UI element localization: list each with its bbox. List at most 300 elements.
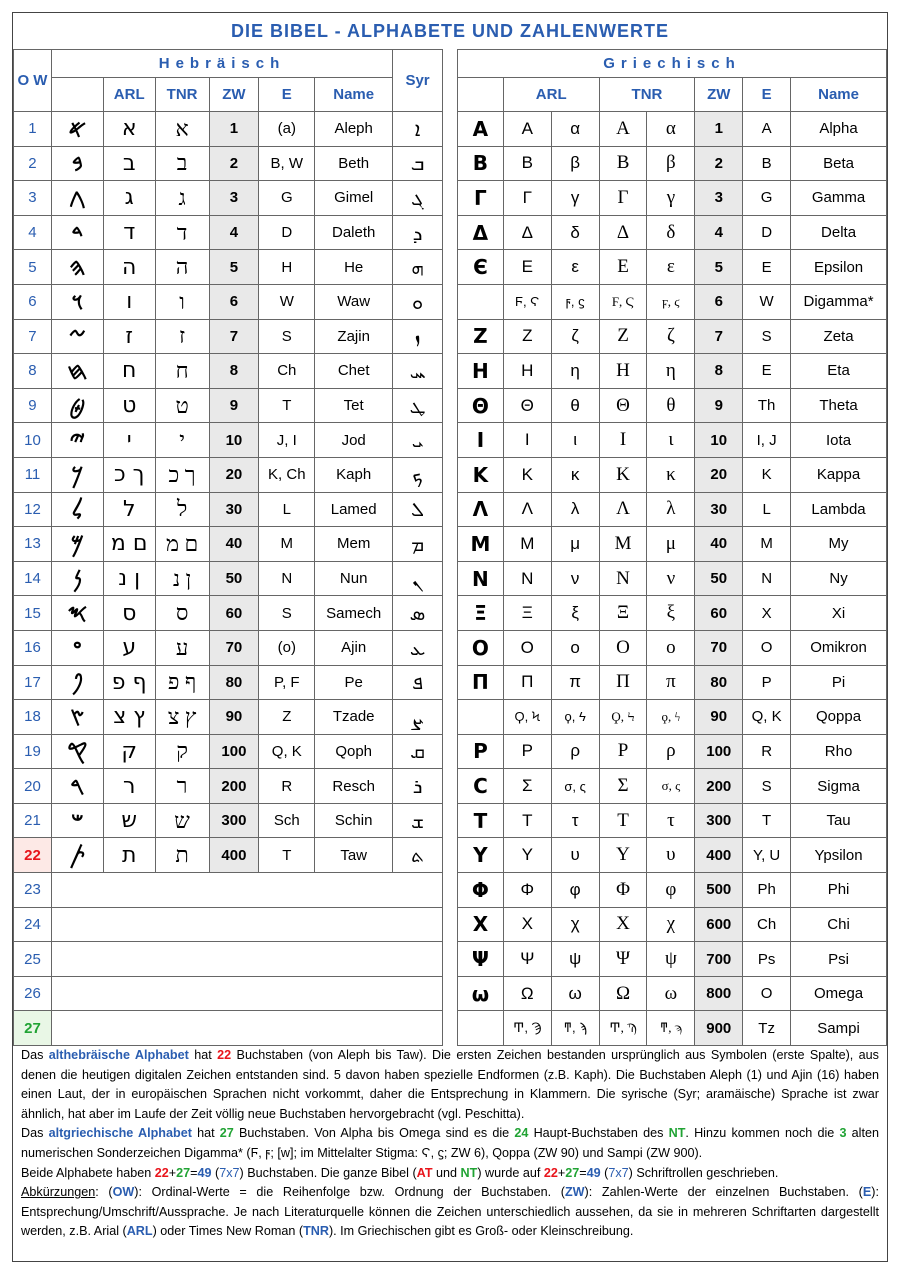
greek-row [458,250,887,285]
ancient-hebrew-glyph: 𐤇 [51,354,103,389]
greek-arial-lower: δ [551,215,599,250]
empty-row-cell [51,907,442,942]
letter-name: Taw [315,838,393,873]
ancient-hebrew-glyph: 𐤑 [51,700,103,735]
letter-name: Alpha [791,112,887,147]
numeric-value: 800 [695,976,743,1011]
numeric-value: 60 [695,596,743,631]
transliteration: H [259,250,315,285]
ancient-greek-glyph: Ξ [458,596,504,631]
letter-name: Gamma [791,181,887,216]
empty-row-cell [51,873,442,908]
transliteration: Tz [743,1011,791,1046]
greek-tnr-lower: γ [647,181,695,216]
letter-name: Qoph [315,734,393,769]
greek-tnr-upper: Η [599,354,647,389]
header-ow [14,50,52,112]
ordinal-value: 21 [14,803,52,838]
greek-arial-upper: Λ [503,492,551,527]
ancient-greek-glyph: Β [458,146,504,181]
ordinal-value: 27 [14,1011,52,1046]
transliteration: Ph [743,873,791,908]
syriac-glyph: ܟ [393,457,443,492]
greek-arial-upper: Η [503,354,551,389]
hebrew-row [14,700,443,735]
numeric-value: 4 [695,215,743,250]
ordinal-value: 6 [14,284,52,319]
greek-tnr-upper: Ε [599,250,647,285]
hebrew-arial-glyph: ר [103,769,155,804]
transliteration: B [743,146,791,181]
empty-row-cell [51,942,442,977]
greek-tnr-lower: χ [647,907,695,942]
letter-name: Xi [791,596,887,631]
greek-row [458,769,887,804]
numeric-value: 70 [695,630,743,665]
syriac-glyph: ܢ [393,561,443,596]
ancient-greek-glyph [458,700,504,735]
hebrew-arial-glyph: ח [103,354,155,389]
hebrew-row [14,630,443,665]
transliteration: (a) [259,112,315,147]
letter-name: Daleth [315,215,393,250]
greek-arial-lower: σ, ς [551,769,599,804]
numeric-value: 90 [209,700,259,735]
hebrew-arial-glyph: ק [103,734,155,769]
syriac-glyph: ܬ [393,838,443,873]
hebrew-tnr-glyph: ת [155,838,209,873]
numeric-value: 8 [209,354,259,389]
greek-tnr-lower: η [647,354,695,389]
numeric-value: 5 [209,250,259,285]
greek-arial-lower: ν [551,561,599,596]
greek-arial-lower: ο [551,630,599,665]
syriac-glyph: ܥ [393,630,443,665]
page-title: DIE BIBEL - ALPHABETE UND ZAHLENWERTE [13,13,887,50]
hebrew-arial-glyph: ב [103,146,155,181]
numeric-value: 2 [695,146,743,181]
syriac-glyph: ܙ [393,319,443,354]
letter-name: Ny [791,561,887,596]
transliteration: G [743,181,791,216]
transliteration: Z [259,700,315,735]
transliteration: Y, U [743,838,791,873]
greek-tnr-lower: ι [647,423,695,458]
syriac-glyph: ܝ [393,423,443,458]
greek-tnr-upper: Υ [599,838,647,873]
greek-arial-upper: Ι [503,423,551,458]
numeric-value: 4 [209,215,259,250]
greek-row [458,354,887,389]
syriac-glyph: ܡ [393,527,443,562]
greek-tnr-upper: Δ [599,215,647,250]
ordinal-value: 14 [14,561,52,596]
greek-arial-upper: Β [503,146,551,181]
greek-row [458,630,887,665]
transliteration: E [743,354,791,389]
numeric-value: 600 [695,907,743,942]
ordinal-value: 3 [14,181,52,216]
greek-tnr-lower: ϝ, ϛ [647,284,695,319]
letter-name: Gimel [315,181,393,216]
greek-arial-upper: Ϝ, Ϛ [503,284,551,319]
greek-row [458,907,887,942]
ordinal-value: 20 [14,769,52,804]
hebrew-tnr-glyph: ס [155,596,209,631]
greek-arial-lower: ζ [551,319,599,354]
transliteration: O [743,976,791,1011]
header-greek-tnr: TNR [599,78,695,112]
greek-row [458,319,887,354]
greek-table [457,49,887,1046]
greek-arial-lower: η [551,354,599,389]
ordinal-value: 23 [14,873,52,908]
transliteration: Sch [259,803,315,838]
transliteration: T [259,838,315,873]
greek-arial-lower: ψ [551,942,599,977]
greek-arial-lower: μ [551,527,599,562]
hebrew-row [14,838,443,873]
hebrew-arial-glyph: ע [103,630,155,665]
numeric-value: 30 [209,492,259,527]
greek-row [458,388,887,423]
greek-arial-lower: κ [551,457,599,492]
syriac-glyph: ܣ [393,596,443,631]
letter-name: Sampi [791,1011,887,1046]
hebrew-tnr-glyph: ר [155,769,209,804]
transliteration: S [743,769,791,804]
numeric-value: 400 [695,838,743,873]
hebrew-row [14,527,443,562]
letter-name: Chi [791,907,887,942]
ordinal-value: 13 [14,527,52,562]
greek-arial-lower: φ [551,873,599,908]
ancient-hebrew-glyph: 𐤄 [51,250,103,285]
transliteration: X [743,596,791,631]
letter-name: Omikron [791,630,887,665]
greek-arial-lower: ι [551,423,599,458]
hebrew-row [14,354,443,389]
hebrew-arial-glyph: ז [103,319,155,354]
hebrew-row [14,942,443,977]
hebrew-tnr-glyph: ד [155,215,209,250]
greek-tnr-lower: ε [647,250,695,285]
header-greek: Griechisch [458,50,887,78]
numeric-value: 100 [695,734,743,769]
greek-row [458,423,887,458]
hebrew-row [14,284,443,319]
hebrew-row [14,319,443,354]
letter-name: Epsilon [791,250,887,285]
greek-tnr-upper: Ψ [599,942,647,977]
letter-name: Psi [791,942,887,977]
greek-tnr-lower: β [647,146,695,181]
note-both: Beide Alphabete haben 22+27=49 (7x7) Buchstaben. Die ganze Bibel (AT und NT) wurde auf 22+27=49 (7x7) Schriftrollen geschrieben. [21,1165,779,1180]
ancient-greek-glyph: Η [458,354,504,389]
hebrew-row [14,907,443,942]
syriac-glyph: ܛ [393,388,443,423]
hebrew-tnr-glyph: ק [155,734,209,769]
greek-tnr-upper: Β [599,146,647,181]
header-arl: ARL [103,78,155,112]
greek-arial-lower: ϙ, ϟ [551,700,599,735]
hebrew-row [14,388,443,423]
transliteration: L [743,492,791,527]
greek-tnr-lower: ρ [647,734,695,769]
greek-arial-upper: Μ [503,527,551,562]
syriac-glyph: ܕ [393,215,443,250]
greek-tnr-lower: φ [647,873,695,908]
syriac-glyph: ܐ [393,112,443,147]
greek-arial-upper: Ρ [503,734,551,769]
ancient-greek-glyph: Ι [458,423,504,458]
syriac-glyph: ܚ [393,354,443,389]
greek-arial-lower: β [551,146,599,181]
ancient-hebrew-glyph: 𐤉 [51,423,103,458]
greek-row [458,561,887,596]
transliteration: P, F [259,665,315,700]
header-e: E [259,78,315,112]
greek-tnr-lower: ψ [647,942,695,977]
hebrew-arial-glyph: ט [103,388,155,423]
greek-tnr-upper: Ω [599,976,647,1011]
greek-arial-upper: Ν [503,561,551,596]
ancient-greek-glyph: Χ [458,907,504,942]
greek-arial-lower: ω [551,976,599,1011]
transliteration: Ch [743,907,791,942]
ancient-hebrew-glyph: 𐤌 [51,527,103,562]
ancient-greek-glyph: Φ [458,873,504,908]
greek-tnr-upper: Τ [599,803,647,838]
greek-tnr-lower: ζ [647,319,695,354]
ordinal-value: 4 [14,215,52,250]
transliteration: G [259,181,315,216]
greek-row [458,942,887,977]
letter-name: He [315,250,393,285]
ordinal-value: 5 [14,250,52,285]
letter-name: My [791,527,887,562]
letter-name: Theta [791,388,887,423]
numeric-value: 900 [695,1011,743,1046]
transliteration: Ch [259,354,315,389]
letter-name: Kappa [791,457,887,492]
greek-tnr-upper: Θ [599,388,647,423]
ancient-hebrew-glyph: 𐤍 [51,561,103,596]
greek-row [458,146,887,181]
greek-tnr-lower: ͳ, ϡ [647,1011,695,1046]
syriac-glyph: ܫ [393,803,443,838]
hebrew-row [14,215,443,250]
letter-name: Zajin [315,319,393,354]
ordinal-value: 18 [14,700,52,735]
numeric-value: 100 [209,734,259,769]
ordinal-value: 2 [14,146,52,181]
ordinal-value: 19 [14,734,52,769]
greek-tnr-lower: ϙ, ϟ [647,700,695,735]
transliteration: K [743,457,791,492]
greek-arial-upper: Ο [503,630,551,665]
greek-row [458,665,887,700]
ordinal-value: 8 [14,354,52,389]
greek-row [458,838,887,873]
greek-tnr-upper: Ͳ, Ϡ [599,1011,647,1046]
numeric-value: 3 [209,181,259,216]
ancient-greek-glyph: Π [458,665,504,700]
letter-name: Digamma* [791,284,887,319]
ancient-hebrew-glyph: 𐤔 [51,803,103,838]
greek-tnr-upper: Ο [599,630,647,665]
greek-tnr-lower: ξ [647,596,695,631]
syriac-glyph: ܒ [393,146,443,181]
ordinal-value: 9 [14,388,52,423]
greek-tnr-lower: μ [647,527,695,562]
greek-arial-lower: ρ [551,734,599,769]
numeric-value: 50 [209,561,259,596]
numeric-value: 300 [209,803,259,838]
transliteration: A [743,112,791,147]
transliteration: M [259,527,315,562]
hebrew-tnr-glyph: ך כ [155,457,209,492]
greek-arial-lower: γ [551,181,599,216]
numeric-value: 5 [695,250,743,285]
header-zw: ZW [209,78,259,112]
hebrew-arial-glyph: ם מ [103,527,155,562]
greek-arial-upper: Σ [503,769,551,804]
numeric-value: 2 [209,146,259,181]
ordinal-value: 1 [14,112,52,147]
greek-row [458,803,887,838]
hebrew-arial-glyph: ג [103,181,155,216]
empty-row-cell [51,976,442,1011]
greek-tnr-upper: Ν [599,561,647,596]
greek-tnr-upper: Μ [599,527,647,562]
ordinal-value: 17 [14,665,52,700]
greek-arial-upper: Χ [503,907,551,942]
greek-row [458,734,887,769]
ancient-hebrew-glyph: 𐤕 [51,838,103,873]
numeric-value: 1 [209,112,259,147]
hebrew-arial-glyph: ש [103,803,155,838]
greek-tnr-lower: ω [647,976,695,1011]
greek-tnr-upper: Α [599,112,647,147]
hebrew-arial-glyph: ו [103,284,155,319]
greek-arial-upper: Τ [503,803,551,838]
header-name: Name [315,78,393,112]
greek-arial-upper: Κ [503,457,551,492]
greek-arial-upper: Α [503,112,551,147]
letter-name: Jod [315,423,393,458]
syriac-glyph: ܓ [393,181,443,216]
greek-tnr-upper: Ρ [599,734,647,769]
letter-name: Qoppa [791,700,887,735]
transliteration: S [259,596,315,631]
transliteration: R [259,769,315,804]
ancient-greek-glyph: ω [458,976,504,1011]
hebrew-row [14,596,443,631]
hebrew-row [14,734,443,769]
transliteration: T [743,803,791,838]
greek-row [458,596,887,631]
hebrew-row [14,492,443,527]
numeric-value: 7 [695,319,743,354]
greek-arial-lower: ϝ, ϛ [551,284,599,319]
ordinal-value: 26 [14,976,52,1011]
hebrew-arial-glyph: ה [103,250,155,285]
numeric-value: 9 [209,388,259,423]
transliteration: T [259,388,315,423]
transliteration: D [743,215,791,250]
greek-tnr-lower: θ [647,388,695,423]
ordinal-value: 7 [14,319,52,354]
greek-arial-upper: Π [503,665,551,700]
hebrew-row [14,803,443,838]
transliteration: L [259,492,315,527]
transliteration: (o) [259,630,315,665]
greek-arial-lower: τ [551,803,599,838]
hebrew-tnr-glyph: ל [155,492,209,527]
letter-name: Eta [791,354,887,389]
header-greek-zw: ZW [695,78,743,112]
hebrew-tnr-glyph: ט [155,388,209,423]
hebrew-tnr-glyph: ש [155,803,209,838]
numeric-value: 500 [695,873,743,908]
greek-row [458,1011,887,1046]
header-greek-e: E [743,78,791,112]
letter-name: Nun [315,561,393,596]
header-greek-anc [458,78,504,112]
hebrew-arial-glyph: י [103,423,155,458]
ancient-hebrew-glyph: 𐤒 [51,734,103,769]
transliteration: I, J [743,423,791,458]
numeric-value: 300 [695,803,743,838]
syriac-glyph: ܗ [393,250,443,285]
greek-tnr-lower: σ, ς [647,769,695,804]
numeric-value: 6 [209,284,259,319]
note-hebrew: Das althebräische Alphabet hat 22 Buchstaben (von Aleph bis Taw). Die ersten Zeichen bestanden ursprünglich aus Symbolen (erste Spalte), aus denen die heutigen digitalen Zeichen entstanden sind. 5 davon haben spezielle Endformen (z.B. Kaph). Die Buchstaben Aleph (1) und Ajin (16) haben einen Laut, der in europäischen Sprachen nicht vorkommt, daher die Entsprechung in Klammern. Die syrische (Syr; aramäische) Sprache ist zwar ähnlich, hat aber im Laufe der Zeit völlig neue Buchstaben hervorgebracht (vgl. Peschitta). [21,1048,879,1121]
greek-arial-lower: ξ [551,596,599,631]
hebrew-row [14,976,443,1011]
greek-arial-upper: Ͳ, Ϡ [503,1011,551,1046]
numeric-value: 40 [695,527,743,562]
numeric-value: 10 [695,423,743,458]
hebrew-row [14,665,443,700]
numeric-value: 90 [695,700,743,735]
letter-name: Beth [315,146,393,181]
header-syr: Syr [393,50,443,112]
hebrew-tnr-glyph: י [155,423,209,458]
letter-name: Delta [791,215,887,250]
greek-row [458,284,887,319]
hebrew-tnr-glyph: ע [155,630,209,665]
greek-tnr-upper: Σ [599,769,647,804]
letter-name: Pe [315,665,393,700]
transliteration: S [259,319,315,354]
ancient-hebrew-glyph: 𐤀 [51,112,103,147]
numeric-value: 1 [695,112,743,147]
ancient-greek-glyph: Α [458,112,504,147]
header-ow-label: O W [17,72,48,89]
transliteration: Ps [743,942,791,977]
syriac-glyph: ܠ [393,492,443,527]
greek-tnr-upper: Π [599,665,647,700]
ancient-greek-glyph: Κ [458,457,504,492]
hebrew-tnr-glyph: ף פ [155,665,209,700]
greek-row [458,215,887,250]
transliteration: J, I [259,423,315,458]
ancient-hebrew-glyph: 𐤓 [51,769,103,804]
transliteration: N [743,561,791,596]
header-hebrew: Hebräisch [51,50,392,78]
